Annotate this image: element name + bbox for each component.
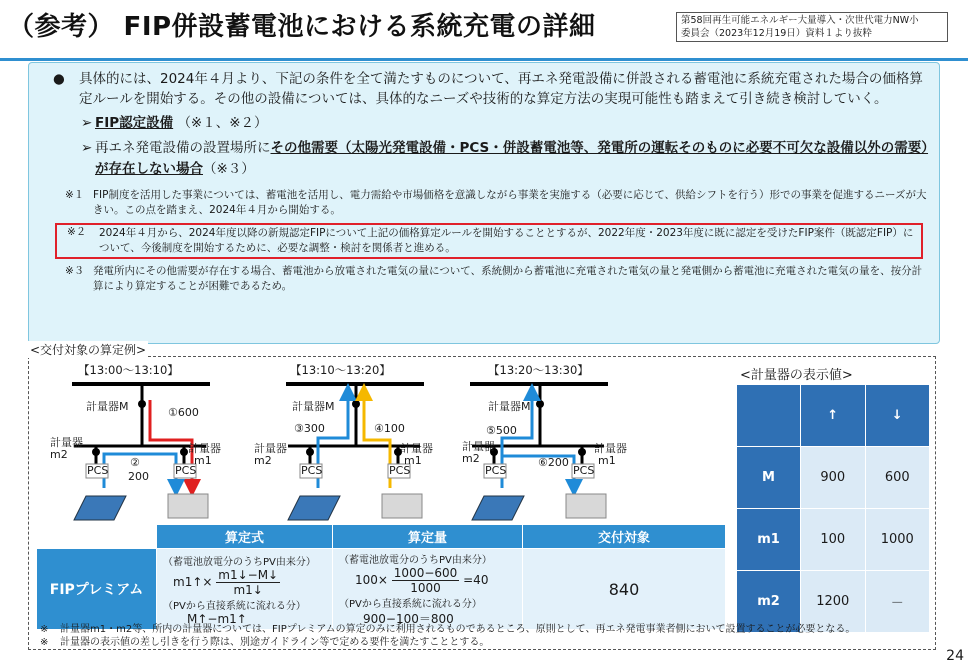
footnotes xyxy=(36,623,936,649)
grid-busbar xyxy=(286,382,424,386)
slot-3-pcs-right: PCS xyxy=(573,464,595,477)
meter-m2-node xyxy=(306,448,314,456)
formula-lead: m1↑× xyxy=(173,574,213,589)
meter-value-down: － xyxy=(865,571,930,633)
slot-3-meter-m1: 計量器 xyxy=(594,442,627,455)
footnote-2 xyxy=(36,636,936,649)
note-3-number: ※３ xyxy=(65,265,85,277)
footnote-2-mark: ※ xyxy=(40,637,49,648)
slot-3-meter-m2b: m2 xyxy=(462,452,480,465)
slot-3-flow1: ⑤500 xyxy=(486,424,517,437)
slot-1-meter-m2: 計量器 xyxy=(50,436,83,449)
amount-line2: 900−100＝800 xyxy=(363,612,454,626)
meter-value-up: 100 xyxy=(801,509,866,571)
slot-3-meter-m2: 計量器 xyxy=(462,440,495,453)
meter-row-label: M xyxy=(737,447,801,509)
calc-header-row xyxy=(37,525,726,549)
meter-m1-node xyxy=(578,448,586,456)
meter-row-m1 xyxy=(737,509,930,571)
calc-row-fip xyxy=(37,549,726,630)
source-line-2: 委員会（2023年12月19日）資料１より抜粋 xyxy=(681,28,872,39)
note-1-text: FIP制度を活用した事業については、蓄電池を活用し、電力需給や市場価格を意識しながら事業を実施する（必要に応じて、供給シフトを行う）形での事業を促進するニーズが大きい。この点を踏まえ、2024年４月から開始する。 xyxy=(93,189,927,216)
source-citation xyxy=(676,12,948,42)
calc-header-target: 交付対象 xyxy=(523,525,726,549)
page-title: （参考） FIP併設蓄電池における系統充電の詳細 xyxy=(8,12,596,42)
meter-row-m xyxy=(737,447,930,509)
footnote-1-mark: ※ xyxy=(40,624,49,635)
meter-table-title: <計量器の表示値> xyxy=(740,368,853,383)
formula-note2: （PVから直接系統に流れる分） xyxy=(163,600,306,612)
meter-m-node xyxy=(352,400,360,408)
calc-row-label: FIPプレミアム xyxy=(37,549,157,630)
meter-header-down: ↓ xyxy=(865,385,930,447)
condition-2 xyxy=(51,138,929,180)
meter-m1-node xyxy=(180,448,188,456)
slot-1-meter-m1b: m1 xyxy=(194,454,212,467)
slot-2-meter-m1: 計量器 xyxy=(400,442,433,455)
slot-1-time: 【13:00～13:10】 xyxy=(78,363,179,377)
meter-row-label: m1 xyxy=(737,509,801,571)
calc-amount-cell xyxy=(333,549,523,630)
amount-tail: =40 xyxy=(463,573,489,587)
meter-m-node xyxy=(138,400,146,408)
slot-1-flow2b: 200 xyxy=(128,470,149,483)
meter-value-down: 1000 xyxy=(865,509,930,571)
note-2-highlighted xyxy=(55,223,923,259)
condition-2-pre: 再エネ発電設備の設置場所に xyxy=(95,140,271,156)
slot-1-meter-m2b: m2 xyxy=(50,448,68,461)
slot-1-pcs-left: PCS xyxy=(87,464,109,477)
formula-denominator: m1↓ xyxy=(233,582,263,597)
meter-header-up: ↑ xyxy=(801,385,866,447)
note-3 xyxy=(51,264,929,294)
slot-1-meter-m: 計量器M xyxy=(86,400,129,413)
slot-2-pcs-left: PCS xyxy=(301,464,323,477)
calc-result: 840 xyxy=(523,549,726,630)
slot-2-meter-m2b: m2 xyxy=(254,454,272,467)
slot-1-flow2a: ② xyxy=(130,456,140,469)
meter-header-row xyxy=(737,385,930,447)
slot-2-meter-m1b: m1 xyxy=(404,454,422,467)
formula-numerator: m1↓−M↓ xyxy=(218,567,279,582)
header-rule-bar xyxy=(0,58,968,61)
meter-value-up: 1200 xyxy=(801,571,866,633)
slot-3-flow2a: ⑥200 xyxy=(538,456,569,469)
formula-fraction xyxy=(216,568,280,597)
condition-1 xyxy=(51,113,929,134)
slot-1-flow1: ①600 xyxy=(168,406,199,419)
slot-2-pcs-right: PCS xyxy=(389,464,411,477)
meter-corner xyxy=(737,385,801,447)
solar-panel-icon xyxy=(472,496,524,520)
meter-value-down: 600 xyxy=(865,447,930,509)
note-1-number: ※１ xyxy=(65,189,85,201)
condition-1-note: （※１、※２） xyxy=(177,115,268,131)
battery-icon xyxy=(382,494,422,518)
battery-icon xyxy=(566,494,606,518)
intro-paragraph xyxy=(51,69,929,109)
slot-2-flow2a: ④100 xyxy=(374,422,405,435)
slot-1-meter-m1: 計量器 xyxy=(188,442,221,455)
amount-numerator: 1000−600 xyxy=(393,566,458,580)
formula-note1: （蓄電池放電分のうちPV由来分） xyxy=(163,556,316,568)
note-3-text: 発電所内にその他需要が存在する場合、蓄電池から放電された電気の量について、系統側から蓄電池に充電された電気の量と発電側から蓄電池に充電された電気の量を、按分計算により算定することが困難であるため。 xyxy=(93,265,923,292)
footnote-1-text: 計量器m1・m2等、所内の計量器については、FIPプレミアムの算定のみに利用されるものであるところ、原則として、再エネ発電事業者側において設置することが必要となる。 xyxy=(60,624,856,635)
footnote-1 xyxy=(36,623,936,636)
slot-1-pcs-right: PCS xyxy=(175,464,197,477)
battery-icon xyxy=(168,494,208,518)
solar-panel-icon xyxy=(288,496,340,520)
source-line-1: 第58回再生可能エネルギー大量導入・次世代電力NW小 xyxy=(681,15,919,26)
intro-text: 具体的には、2024年４月より、下記の条件を全て満たすものについて、再エネ発電設備に併設される蓄電池に系統充電された場合の価格算定ルールを開始する。その他の設備については、具体的なニーズや技術的な算定方法の実現可能性も踏まえて引き続き検討していく。 xyxy=(79,71,923,107)
amount-fraction xyxy=(392,566,460,595)
calc-formula-cell xyxy=(157,549,333,630)
slot-2-flow1: ③300 xyxy=(294,422,325,435)
footnote-2-text: 計量器の表示値の差し引きを行う際は、別途ガイドライン等で定める要件を満たすこととする。 xyxy=(60,637,490,648)
slot-2-time: 【13:10～13:20】 xyxy=(290,363,391,377)
meter-row-label: m2 xyxy=(737,571,801,633)
calc-corner xyxy=(37,525,157,549)
amount-denominator: 1000 xyxy=(410,581,441,595)
arrow-marker-icon: ➢ xyxy=(81,140,93,156)
slot-3-meter-m1b: m1 xyxy=(598,454,616,467)
note-2-number: ※２ xyxy=(67,226,87,238)
slot-2-meter-m: 計量器M xyxy=(292,400,335,413)
page-number: 24 xyxy=(946,648,964,664)
slot-3-pcs-left: PCS xyxy=(485,464,507,477)
slot-3-meter-m: 計量器M xyxy=(488,400,531,413)
calc-table xyxy=(36,524,726,630)
note-1 xyxy=(51,188,929,218)
meter-m2-node xyxy=(92,448,100,456)
meter-value-up: 900 xyxy=(801,447,866,509)
slot-3-time: 【13:20～13:30】 xyxy=(488,363,589,377)
bat-to-grid-arrow xyxy=(364,392,390,488)
note-2-text: 2024年４月から、2024年度以降の新規認定FIPについて上記の価格算定ルールを開始することとするが、2022年度・2023年度に既に認定を受けたFIP案件（既認定FIP）について、今後制度を開始するために、必要な調整・検討を関係者と進める。 xyxy=(99,227,914,254)
slot-2-meter-m2: 計量器 xyxy=(254,442,287,455)
calc-header-formula: 算定式 xyxy=(157,525,333,549)
meter-m-node xyxy=(536,400,544,408)
arrow-marker-icon: ➢ xyxy=(81,115,93,131)
condition-2-main: その他需要（太陽光発電設備・PCS・併設蓄電池等、発電所の運転そのものに必要不可欠な設備以外の需要）が存在しない場合 xyxy=(95,140,929,177)
grid-busbar xyxy=(470,382,608,386)
bullet-dot-icon: ● xyxy=(53,71,65,87)
condition-2-note: （※３） xyxy=(203,161,255,177)
flow-diagram xyxy=(34,360,724,524)
amount-note2: （PVから直接系統に流れる分） xyxy=(339,599,482,610)
amount-expression xyxy=(339,566,516,595)
grid-busbar xyxy=(72,382,210,386)
meter-table xyxy=(736,384,930,633)
summary-box xyxy=(28,62,940,344)
amount-note1: （蓄電池放電分のうちPV由来分） xyxy=(339,555,492,566)
calc-header-amount: 算定量 xyxy=(333,525,523,549)
condition-1-main: FIP認定設備 xyxy=(95,115,174,131)
example-label: <交付対象の算定例> xyxy=(30,343,147,357)
amount-lead: 100× xyxy=(355,573,388,587)
formula-expression xyxy=(163,568,326,597)
formula-line2: M↑−m1↑ xyxy=(187,611,247,626)
solar-panel-icon xyxy=(74,496,126,520)
